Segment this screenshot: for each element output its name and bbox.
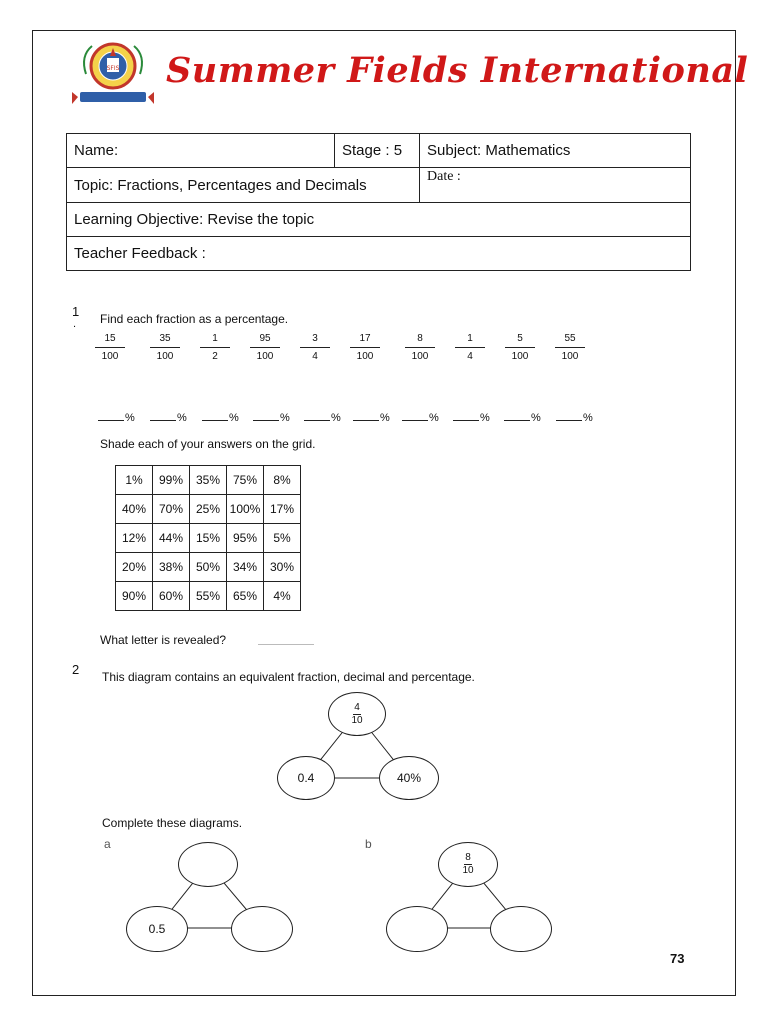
percent-sign: %: [177, 412, 187, 424]
fraction-denominator: 100: [411, 351, 429, 362]
feedback-field[interactable]: Teacher Feedback :: [67, 237, 691, 271]
grid-cell[interactable]: 5%: [264, 524, 301, 553]
percent-sign: %: [480, 412, 490, 424]
grid-cell[interactable]: 17%: [264, 495, 301, 524]
complete-instruction: Complete these diagrams.: [102, 816, 243, 830]
fraction-numerator: 1: [200, 333, 230, 348]
fraction-denominator: 100: [561, 351, 579, 362]
example-fraction-node: 4 10: [328, 692, 386, 736]
fraction-numerator: 5: [505, 333, 535, 348]
fraction-denominator: 4: [312, 351, 318, 362]
percent-sign: %: [429, 412, 439, 424]
question-2-number: 2: [72, 662, 80, 677]
grid-cell[interactable]: 90%: [116, 582, 153, 611]
page-number: 73: [670, 951, 685, 966]
grid-cell[interactable]: 75%: [227, 466, 264, 495]
grid-cell[interactable]: 65%: [227, 582, 264, 611]
fraction-numerator: 8: [405, 333, 435, 348]
grid-cell[interactable]: 40%: [116, 495, 153, 524]
topic-field: Topic: Fractions, Percentages and Decimals: [67, 168, 420, 203]
fraction-denominator: 4: [467, 351, 473, 362]
fraction-denominator: 2: [212, 351, 218, 362]
grid-cell[interactable]: 95%: [227, 524, 264, 553]
grid-cell[interactable]: 34%: [227, 553, 264, 582]
percent-sign: %: [331, 412, 341, 424]
fraction-numerator: 35: [150, 333, 180, 348]
a-right-node[interactable]: [231, 906, 293, 952]
percent-sign: %: [280, 412, 290, 424]
grid-cell[interactable]: 100%: [227, 495, 264, 524]
percent-sign: %: [531, 412, 541, 424]
grid-cell[interactable]: 15%: [190, 524, 227, 553]
example-decimal-node: 0.4: [277, 756, 335, 800]
percent-sign: %: [125, 412, 135, 424]
fraction-denominator: 100: [256, 351, 274, 362]
percent-sign: %: [229, 412, 239, 424]
grid-cell[interactable]: 44%: [153, 524, 190, 553]
percent-sign: %: [583, 412, 593, 424]
grid-cell[interactable]: 35%: [190, 466, 227, 495]
grid-cell[interactable]: 99%: [153, 466, 190, 495]
part-a-label: a: [104, 837, 111, 851]
grid-cell[interactable]: 50%: [190, 553, 227, 582]
grid-cell[interactable]: 60%: [153, 582, 190, 611]
b-fraction-node: 8 10: [438, 842, 498, 887]
question-1-instruction: Find each fraction as a percentage.: [100, 312, 289, 326]
grid-cell[interactable]: 55%: [190, 582, 227, 611]
grid-cell[interactable]: 1%: [116, 466, 153, 495]
question-1-dot: .: [73, 318, 77, 330]
question-1-number: 1: [72, 304, 80, 319]
objective-field: Learning Objective: Revise the topic: [67, 203, 691, 237]
stage-field: Stage : 5: [335, 134, 420, 168]
fraction-numerator: 3: [300, 333, 330, 348]
grid-cell[interactable]: 38%: [153, 553, 190, 582]
reveal-question: What letter is revealed?: [100, 633, 227, 647]
question-2-intro: This diagram contains an equivalent fraction, decimal and percentage.: [102, 670, 475, 684]
fraction-denominator: 100: [511, 351, 529, 362]
grid-cell[interactable]: 70%: [153, 495, 190, 524]
b-right-node[interactable]: [490, 906, 552, 952]
svg-text:SFIS: SFIS: [106, 65, 120, 72]
example-percent-node: 40%: [379, 756, 439, 800]
school-name: Summer Fields International: [166, 50, 749, 91]
grid-cell[interactable]: 30%: [264, 553, 301, 582]
a-top-node[interactable]: [178, 842, 238, 887]
fraction-denominator: 100: [156, 351, 174, 362]
fraction-denominator: 100: [356, 351, 374, 362]
fraction-numerator: 1: [455, 333, 485, 348]
date-field[interactable]: Date :: [420, 168, 691, 203]
b-left-node[interactable]: [386, 906, 448, 952]
name-field[interactable]: Name:: [67, 134, 335, 168]
grid-cell[interactable]: 8%: [264, 466, 301, 495]
fraction-numerator: 95: [250, 333, 280, 348]
a-decimal-node: 0.5: [126, 906, 188, 952]
shade-instruction: Shade each of your answers on the grid.: [100, 437, 316, 451]
fraction-numerator: 55: [555, 333, 585, 348]
grid-cell[interactable]: 20%: [116, 553, 153, 582]
fraction-numerator: 17: [350, 333, 380, 348]
percent-sign: %: [380, 412, 390, 424]
subject-field: Subject: Mathematics: [420, 134, 691, 168]
fraction-denominator: 100: [101, 351, 119, 362]
part-b-label: b: [365, 837, 372, 851]
grid-cell[interactable]: 25%: [190, 495, 227, 524]
fraction-numerator: 15: [95, 333, 125, 348]
grid-cell[interactable]: 4%: [264, 582, 301, 611]
grid-cell[interactable]: 12%: [116, 524, 153, 553]
